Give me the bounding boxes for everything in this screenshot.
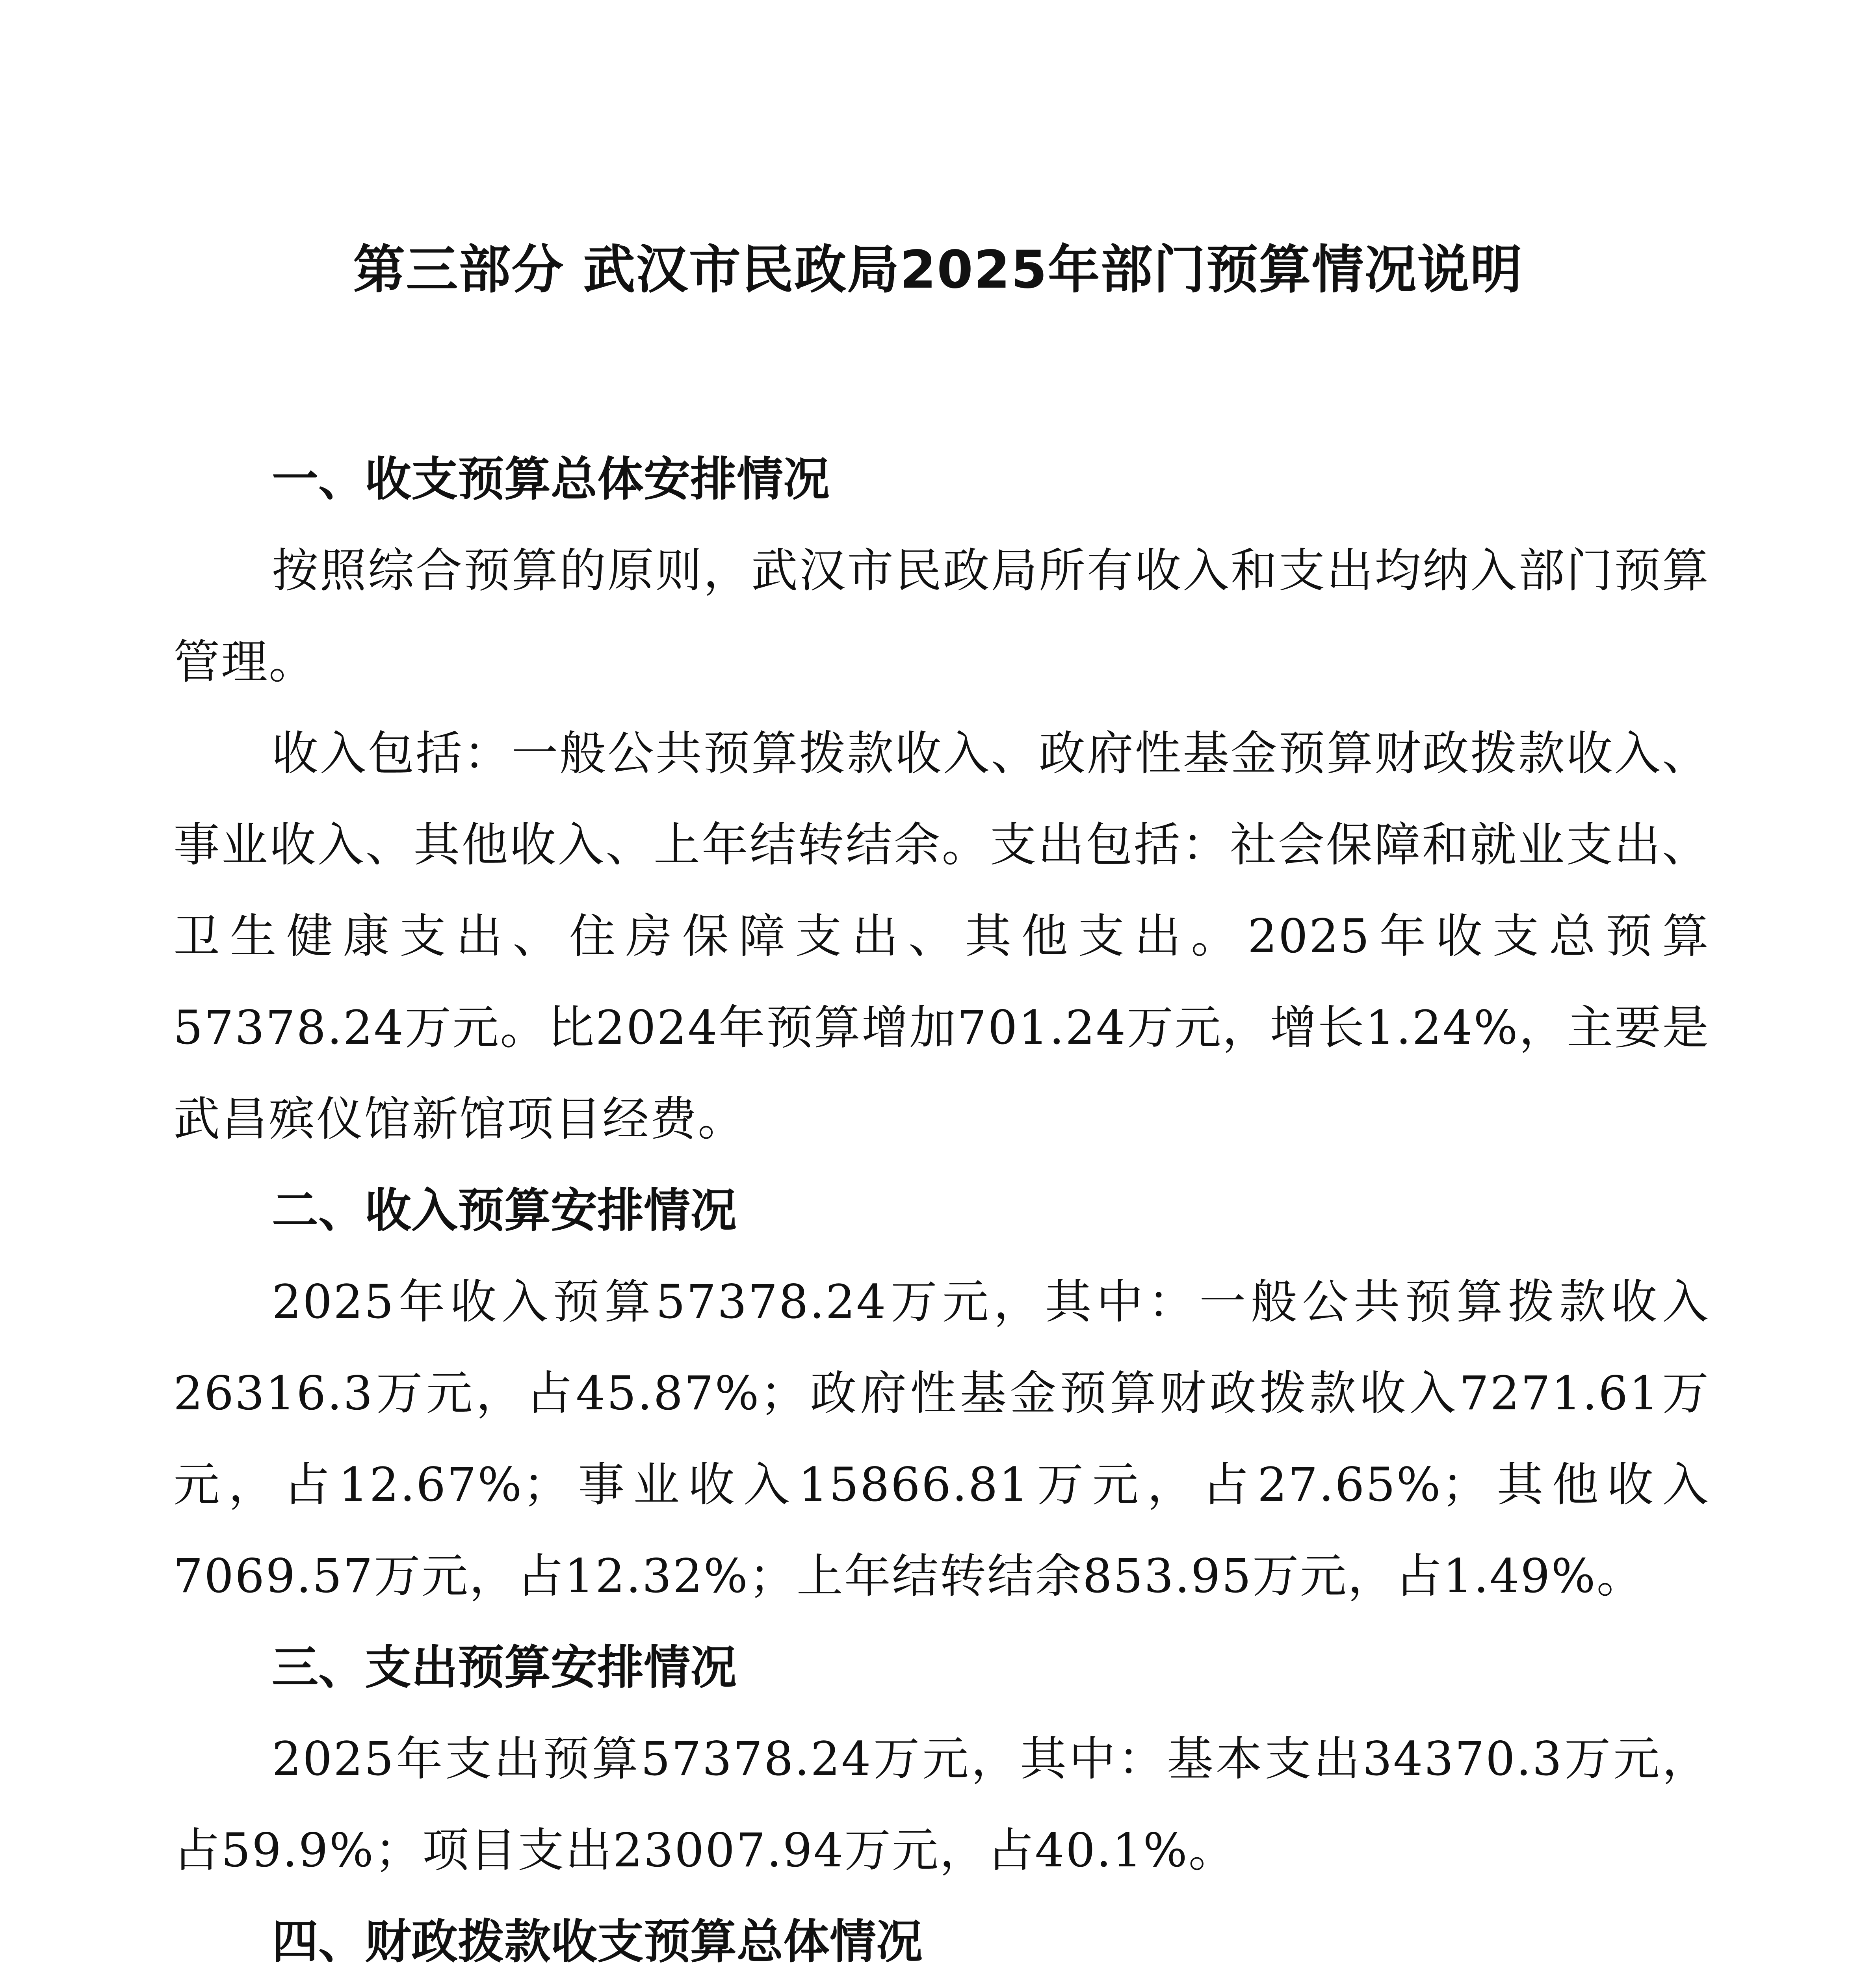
paragraph-expenditure-budget: 2025年支出预算57378.24万元，其中：基本支出34370.3万元，占59.9%；项目支出23007.94万元，占40.1%。 <box>173 1732 1710 1877</box>
paragraph-budget-principle: 按照综合预算的原则，武汉市民政局所有收入和支出均纳入部门预算管理。 <box>173 543 1710 689</box>
section-heading-expenditure: 三、支出预算安排情况 <box>272 1640 737 1695</box>
section-heading-overall: 一、收支预算总体安排情况 <box>272 452 830 506</box>
paragraph-income-budget: 2025年收入预算57378.24万元，其中：一般公共预算拨款收入26316.3万元，占45.87%；政府性基金预算财政拨款收入7271.61万元，占12.67%；事业收入15866.81万元，占27.65%；其他收入7069.57万元，占12.32%；上年结转结余853.95万元，占1.49%。 <box>173 1275 1710 1603</box>
document-body <box>173 433 1710 1970</box>
page-title: 第三部分 武汉市民政局2025年部门预算情况说明 <box>353 240 1523 300</box>
section-heading-income: 二、收入预算安排情况 <box>272 1183 737 1238</box>
paragraph-income-expenditure-scope: 收入包括：一般公共预算拨款收入、政府性基金预算财政拨款收入、事业收入、其他收入、上年结转结余。支出包括：社会保障和就业支出、卫生健康支出、住房保障支出、其他支出。2025年收支总预算57378.24万元。比2024年预算增加701.24万元，增长1.24%，主要是武昌殡仪馆新馆项目经费。 <box>173 726 1710 1146</box>
section-heading-fiscal-appropriation: 四、财政拨款收支预算总体情况 <box>272 1914 923 1969</box>
